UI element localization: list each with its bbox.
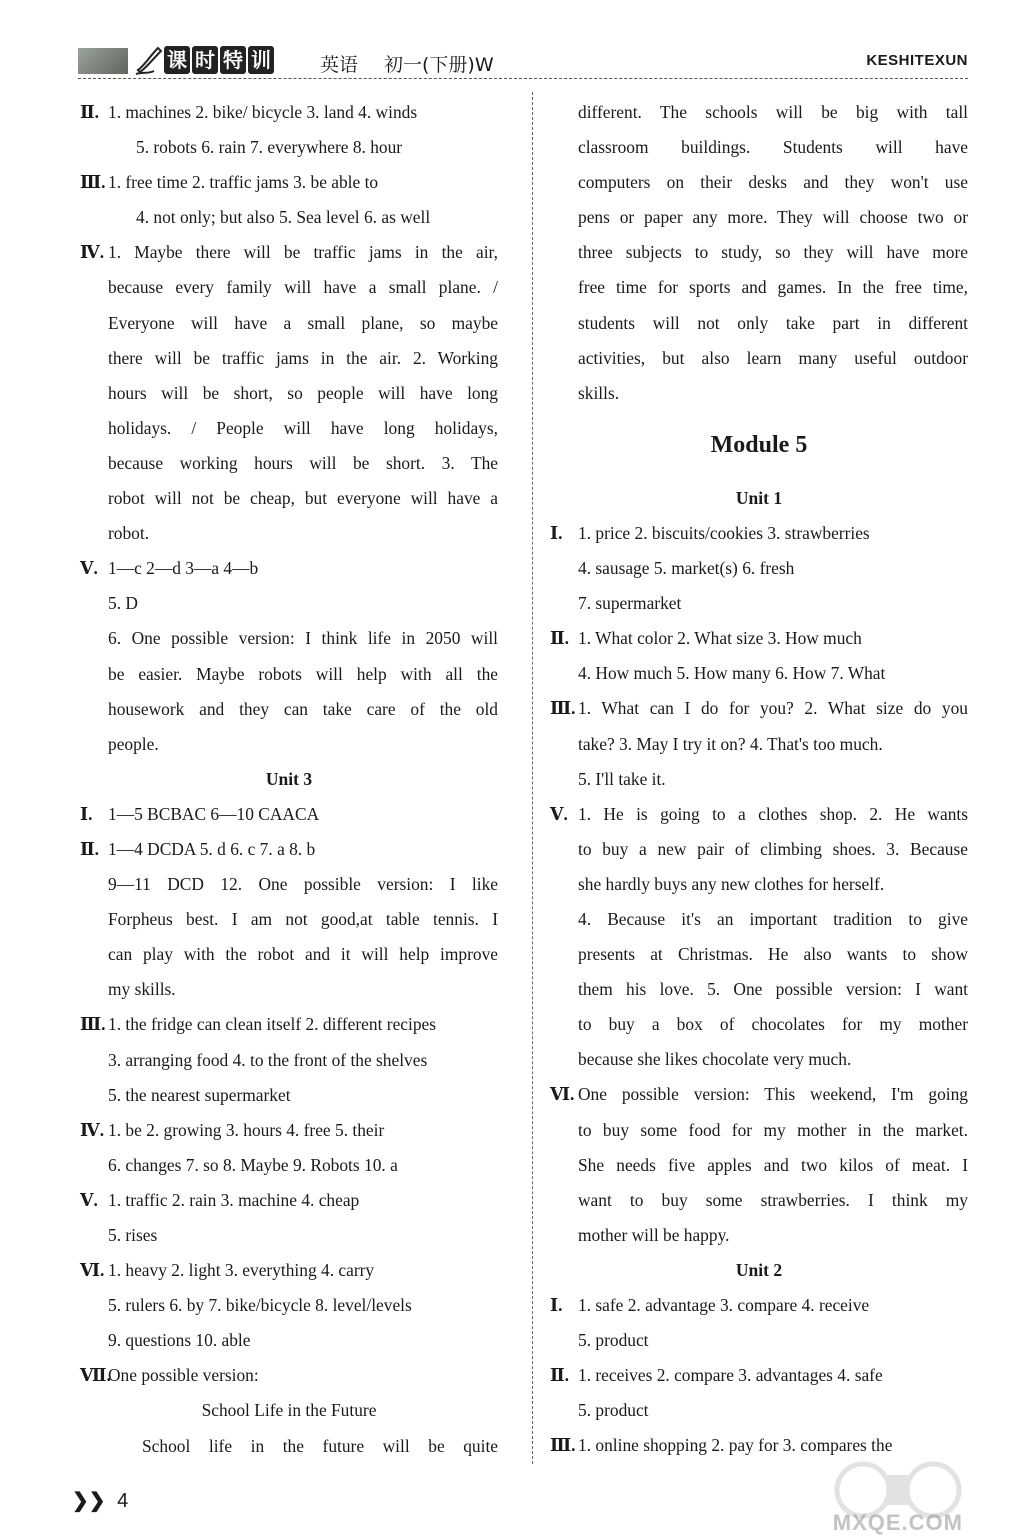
section-numeral: Ⅶ.	[80, 1365, 111, 1386]
essay-line: classroom buildings. Students will have	[578, 137, 968, 158]
answer-line: She needs five apples and two kilos of meat. I	[578, 1154, 968, 1175]
essay-line: computers on their desks and they won't use	[578, 172, 968, 193]
unit-title: Unit 2	[735, 1259, 783, 1280]
answer-line: 4. sausage 5. market(s) 6. fresh	[578, 558, 795, 579]
logo-block	[78, 48, 128, 74]
section-numeral: Ⅱ.	[80, 102, 100, 122]
section-numeral: Ⅲ.	[80, 172, 106, 193]
answer-line: presents at Christmas. He also wants to show	[578, 944, 968, 965]
section-numeral: Ⅳ.	[80, 1119, 105, 1140]
section-iii	[550, 691, 968, 796]
section-vi	[80, 1253, 498, 1358]
unit-title: Unit 1	[735, 487, 783, 508]
double-chevron-right-icon: ❯❯	[72, 1490, 106, 1512]
essay-line: pens or paper any more. They will choose two or	[578, 207, 968, 228]
column-divider	[532, 92, 533, 1464]
left-column	[80, 95, 498, 1464]
answer-line: 1. safe 2. advantage 3. compare 4. receive	[578, 1295, 870, 1315]
essay-line: three subjects to study, so they will have more	[578, 242, 968, 263]
section-numeral: Ⅴ.	[80, 558, 98, 579]
essay-line: different. The schools will be big with tall	[578, 102, 968, 122]
pen-icon	[134, 44, 164, 76]
answer-line: them his love. 5. One possible version: I want	[578, 979, 968, 1000]
section-numeral: Ⅵ.	[550, 1084, 575, 1105]
header-rule	[78, 78, 968, 79]
essay-continuation	[550, 95, 968, 411]
brand-title	[164, 46, 274, 74]
answer-line: 4. How much 5. How many 6. How 7. What	[578, 663, 886, 684]
section-numeral: Ⅰ.	[550, 1295, 563, 1315]
answer-line: 1—c 2—d 3—a 4—b	[108, 558, 259, 579]
section-numeral: Ⅴ.	[80, 1189, 98, 1210]
subject-label: 英语	[320, 54, 359, 76]
section-numeral: Ⅱ.	[550, 628, 570, 649]
answer-line: people.	[108, 733, 159, 754]
section-numeral: Ⅰ.	[550, 522, 563, 543]
answer-line: hours will be short, so people will have long	[108, 382, 498, 403]
answer-line: want to buy some strawberries. I think my	[578, 1189, 968, 1210]
section-numeral: Ⅵ.	[80, 1260, 105, 1281]
section-vii	[80, 1358, 498, 1393]
module-title: Module 5	[710, 431, 808, 458]
essay-title: School Life in the Future	[201, 1400, 377, 1421]
section-vi	[550, 1077, 968, 1252]
section-numeral: Ⅲ.	[550, 1435, 576, 1456]
answer-line: 9. questions 10. able	[108, 1330, 251, 1351]
answer-line: 5. product	[578, 1330, 649, 1351]
section-i	[80, 797, 498, 832]
section-numeral: Ⅲ.	[80, 1014, 106, 1035]
answer-line: to buy some food for my mother in the market.	[578, 1119, 968, 1140]
section-ii	[550, 1358, 968, 1428]
section-numeral: Ⅰ.	[80, 803, 93, 824]
answer-line: my skills.	[108, 979, 176, 1000]
answer-line: take? 3. May I try it on? 4. That's too much.	[578, 733, 883, 754]
section-ii	[80, 95, 498, 165]
section-numeral: Ⅱ.	[550, 1365, 570, 1386]
section-i	[550, 516, 968, 621]
brand-char: 时	[192, 46, 218, 74]
answer-line: holidays. / People will have long holidays,	[108, 417, 498, 438]
section-i	[550, 1288, 968, 1358]
answer-line: 1. receives 2. compare 3. advantages 4. safe	[578, 1365, 883, 1386]
grade-label: 初一(下册)W	[384, 54, 494, 76]
answer-line: 4. not only; but also 5. Sea level 6. as well	[136, 207, 431, 228]
answer-line: because she likes chocolate very much.	[578, 1049, 852, 1070]
brand-char: 特	[220, 46, 246, 74]
answer-line: 1. traffic 2. rain 3. machine 4. cheap	[108, 1189, 360, 1210]
answer-line: mother will be happy.	[578, 1224, 730, 1245]
section-iii	[80, 1007, 498, 1112]
brand-char: 训	[248, 46, 274, 74]
answer-line: she hardly buys any new clothes for herself.	[578, 873, 885, 894]
answer-line: 5. robots 6. rain 7. everywhere 8. hour	[136, 137, 403, 158]
answer-line: 1. What can I do for you? 2. What size do you	[578, 698, 968, 719]
answer-line: 1. price 2. biscuits/cookies 3. strawberries	[578, 522, 870, 543]
answer-line: 7. supermarket	[578, 593, 682, 614]
answer-line: robot.	[108, 523, 150, 544]
answer-line: 9—11 DCD 12. One possible version: I like	[108, 874, 498, 895]
page-number: 4	[117, 1490, 129, 1512]
section-iv	[80, 235, 498, 551]
answer-line: 1—4 DCDA 5. d 6. c 7. a 8. b	[108, 838, 316, 859]
section-ii	[80, 832, 498, 1007]
answer-line: 1. the fridge can clean itself 2. different recipes	[108, 1014, 437, 1035]
answer-line: Everyone will have a small plane, so maybe	[108, 312, 498, 333]
answer-line: 6. changes 7. so 8. Maybe 9. Robots 10. a	[108, 1154, 398, 1175]
answer-line: 1. Maybe there will be traffic jams in the air,	[108, 242, 498, 263]
section-numeral: Ⅲ.	[550, 698, 576, 719]
answer-line: to buy a new pair of climbing shoes. 3. Because	[578, 838, 968, 859]
page-footer	[72, 1488, 128, 1513]
answer-line: 1. He is going to a clothes shop. 2. He wants	[578, 803, 968, 824]
answer-line: robot will not be cheap, but everyone will have a	[108, 488, 498, 509]
answer-line: 1. heavy 2. light 3. everything 4. carry	[108, 1260, 375, 1281]
page-header	[78, 44, 968, 78]
section-v	[80, 1183, 498, 1253]
essay-line: School life in the future will be quite	[142, 1435, 498, 1456]
answer-line: 5. I'll take it.	[578, 768, 666, 789]
essay-line: students will not only take part in different	[578, 312, 968, 333]
answer-line: housework and they can take care of the old	[108, 698, 498, 719]
answer-line: 5. the nearest supermarket	[108, 1084, 291, 1105]
answer-line: 1. be 2. growing 3. hours 4. free 5. their	[108, 1119, 385, 1140]
answer-line: One possible version:	[108, 1365, 259, 1386]
brand-char: 课	[164, 46, 190, 74]
answer-line: Forpheus best. I am not good,at table tennis. I	[108, 909, 498, 930]
answer-line: to buy a box of chocolates for my mother	[578, 1014, 968, 1035]
section-v	[80, 551, 498, 762]
answer-line: can play with the robot and it will help improve	[108, 944, 498, 965]
section-numeral: Ⅳ.	[80, 242, 105, 263]
answer-line: there will be traffic jams in the air. 2. Working	[108, 347, 498, 368]
answer-line: 1. machines 2. bike/ bicycle 3. land 4. winds	[108, 102, 418, 122]
answer-line: 1. online shopping 2. pay for 3. compares the	[578, 1435, 893, 1456]
answer-line: One possible version: This weekend, I'm going	[578, 1084, 968, 1105]
watermark-text: MXQE.COM	[832, 1510, 963, 1535]
answer-line: because working hours will be short. 3. The	[108, 452, 498, 473]
answer-line: 1. What color 2. What size 3. How much	[578, 628, 862, 649]
section-numeral: Ⅱ.	[80, 838, 100, 859]
answer-line: 1—5 BCBAC 6—10 CAACA	[108, 803, 320, 824]
right-column	[550, 95, 968, 1463]
series-code: KESHITEXUN	[866, 52, 968, 69]
unit-title: Unit 3	[265, 768, 313, 789]
answer-line: 5. D	[108, 593, 138, 614]
answer-line: 6. One possible version: I think life in 2050 will	[108, 628, 498, 649]
section-v	[550, 797, 968, 1078]
answer-line: 4. Because it's an important tradition to give	[578, 908, 968, 929]
section-iii	[80, 165, 498, 235]
answer-line: 5. rises	[108, 1225, 158, 1245]
section-iv	[80, 1113, 498, 1183]
essay-line: skills.	[578, 382, 620, 403]
answer-line: 1. free time 2. traffic jams 3. be able to	[108, 172, 379, 193]
essay-line: activities, but also learn many useful outdoor	[578, 347, 968, 368]
answer-line: be easier. Maybe robots will help with all the	[108, 663, 498, 684]
essay-line: free time for sports and games. In the free time,	[578, 277, 968, 298]
section-ii	[550, 621, 968, 691]
section-numeral: Ⅴ.	[550, 803, 568, 824]
answer-line: 5. rulers 6. by 7. bike/bicycle 8. level/levels	[108, 1295, 412, 1316]
answer-line: 3. arranging food 4. to the front of the shelves	[108, 1049, 428, 1070]
answer-line: 5. product	[578, 1400, 649, 1421]
answer-line: because every family will have a small plane. /	[108, 277, 498, 298]
